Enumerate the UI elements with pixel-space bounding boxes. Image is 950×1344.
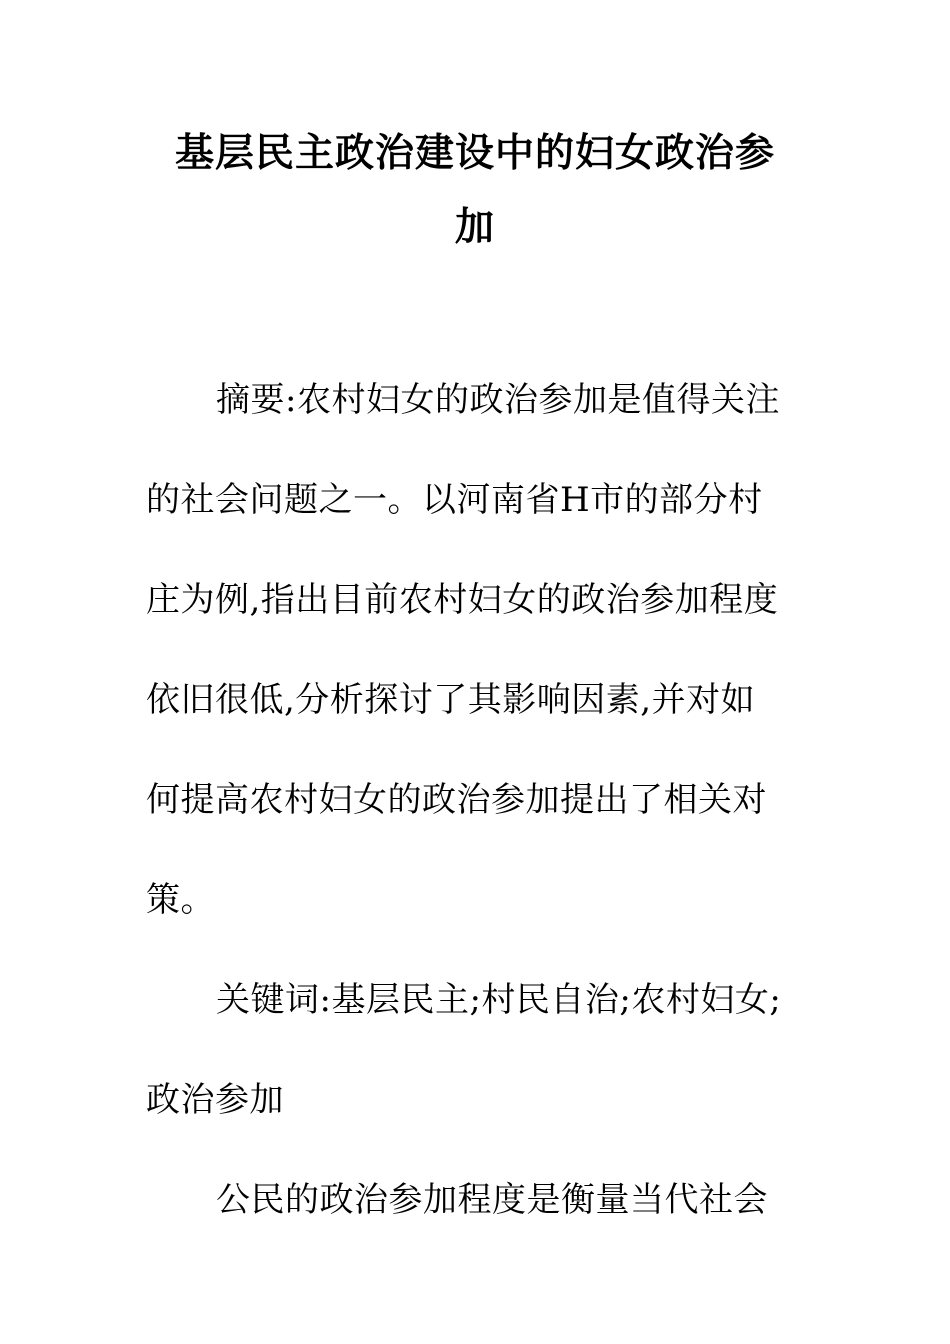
abstract-line-5: 何提高农村妇女的政治参加提出了相关对 bbox=[146, 780, 767, 820]
abstract-line-1: 摘要:农村妇女的政治参加是值得关注 bbox=[216, 380, 780, 420]
abstract-line-4: 依旧很低,分析探讨了其影响因素,并对如 bbox=[146, 680, 756, 720]
body-line-1: 公民的政治参加程度是衡量当代社会 bbox=[216, 1180, 768, 1220]
document-title-line-2: 加 bbox=[454, 205, 495, 250]
keywords-line-1: 关键词:基层民主;村民自治;农村妇女; bbox=[216, 980, 782, 1020]
keywords-line-2: 政治参加 bbox=[146, 1080, 284, 1120]
document-title-line-1: 基层民主政治建设中的妇女政治参 bbox=[174, 131, 775, 176]
abstract-line-6: 策。 bbox=[146, 880, 215, 920]
abstract-line-3: 庄为例,指出目前农村妇女的政治参加程度 bbox=[146, 580, 779, 620]
abstract-line-2: 的社会问题之一。以河南省H市的部分村 bbox=[146, 480, 763, 520]
